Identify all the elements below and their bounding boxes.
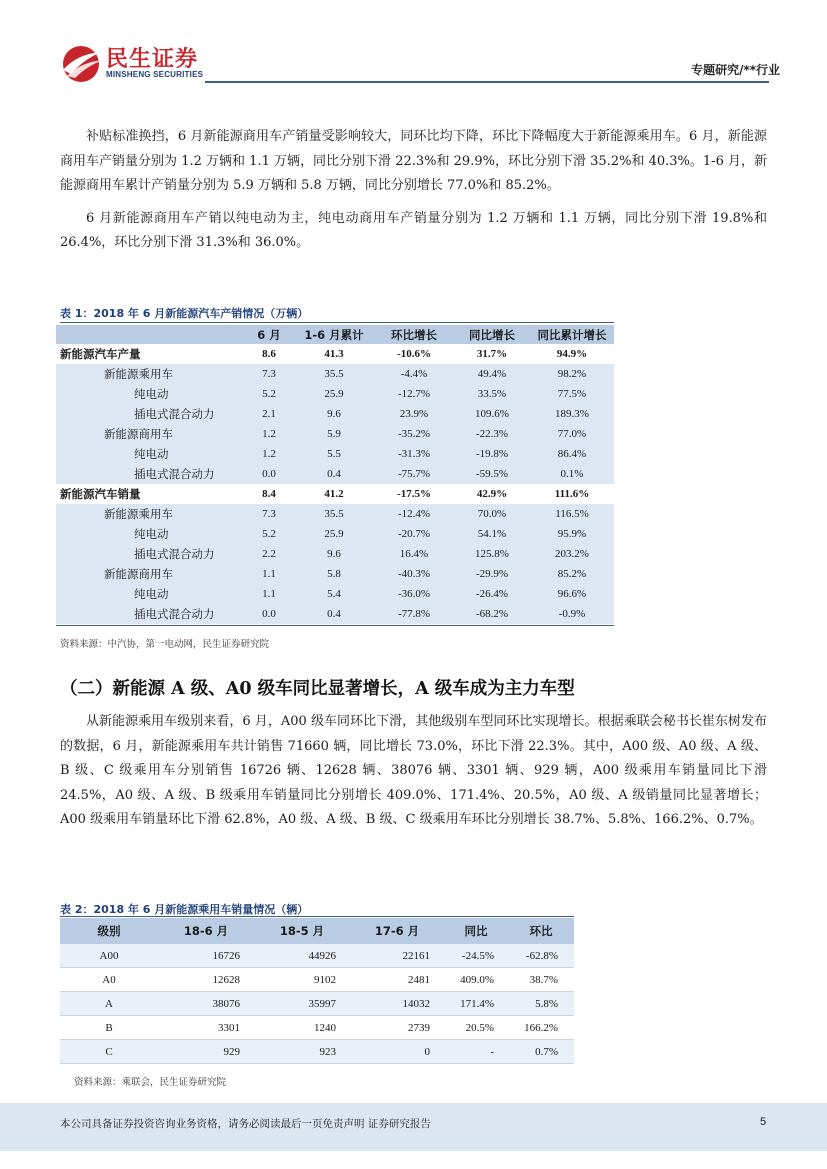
table-row <box>60 1016 574 1040</box>
table-cell: 203.2% <box>530 544 614 564</box>
table-cell: 23.9% <box>374 404 454 424</box>
table-cell: 96.6% <box>530 584 614 604</box>
paragraph: 从新能源乘用车级别来看，6 月，A00 级车同环比下滑，其他级别车型同环比实现增长。根据乘联会秘书长崔东树发布的数据，6 月，新能源乘用车共计销售 71660 辆，同比增长 73.0%，环比下滑 22.3%。其中，A00 级、A0 级、A 级、B 级、C 级乘用车分别销售 16726 辆、12628 辆、38076 辆、3301 辆、929 辆，A00 级乘用车销量同比下滑 24.5%，A0 级、A 级、B 级乘用车销量同比分别增长 409.0%、171.4%、20.5%，A0 级、A 级销量同比显著增长；A00 级乘用车销量环比下滑 62.8%，A0 级、A 级、B 级、C 级乘用车环比分别增长 38.7%、5.8%、166.2%、0.7%。 <box>60 714 767 827</box>
row-label: 纯电动 <box>56 384 244 404</box>
table-cell: 35.5 <box>294 364 374 384</box>
table-cell: -17.5% <box>374 484 454 504</box>
table-cell: 5.8 <box>294 564 374 584</box>
column-header: 同比累计增长 <box>530 325 614 344</box>
table-cell: -22.3% <box>454 424 530 444</box>
table-cell: 0.0 <box>244 464 294 484</box>
column-header: 同比 <box>444 918 508 944</box>
table2-header-row <box>60 918 574 944</box>
table-cell: 111.6% <box>530 484 614 504</box>
table-cell: 16726 <box>158 944 254 968</box>
table-cell: 70.0% <box>454 504 530 524</box>
table-row <box>56 344 614 364</box>
table-cell: 3301 <box>158 1016 254 1040</box>
table1-header-row <box>56 325 614 344</box>
page-number: 5 <box>760 1116 767 1128</box>
table-cell: 5.8% <box>508 992 574 1016</box>
table-cell: -19.8% <box>454 444 530 464</box>
table-cell: -24.5% <box>444 944 508 968</box>
row-label: 新能源乘用车 <box>56 504 244 524</box>
table-cell: 95.9% <box>530 524 614 544</box>
table-cell: 77.0% <box>530 424 614 444</box>
table-cell: -0.9% <box>530 604 614 624</box>
table-cell: 35.5 <box>294 504 374 524</box>
table-cell: 5.5 <box>294 444 374 464</box>
table-cell: 41.3 <box>294 344 374 364</box>
table-cell: -4.4% <box>374 364 454 384</box>
table-cell: 5.2 <box>244 524 294 544</box>
body-text-mid <box>60 710 767 833</box>
table-cell: -75.7% <box>374 464 454 484</box>
column-header: 环比增长 <box>374 325 454 344</box>
table-cell: 85.2% <box>530 564 614 584</box>
footer-disclaimer: 本公司具备证券投资咨询业务资格，请务必阅读最后一页免责声明 证券研究报告 <box>60 1118 431 1130</box>
table-cell: -12.4% <box>374 504 454 524</box>
table-cell: 44926 <box>254 944 350 968</box>
column-header: 18-6 月 <box>158 918 254 944</box>
table-cell: -68.2% <box>454 604 530 624</box>
table-cell: 2.2 <box>244 544 294 564</box>
table-row <box>60 1040 574 1064</box>
row-label: 新能源乘用车 <box>56 364 244 384</box>
table-cell: 94.9% <box>530 344 614 364</box>
body-text-top <box>60 125 767 256</box>
table-cell: 1.2 <box>244 424 294 444</box>
row-label: 插电式混合动力 <box>56 544 244 564</box>
table-cell: 1.1 <box>244 564 294 584</box>
table-cell: 189.3% <box>530 404 614 424</box>
logo-text-cn: 民生证券 <box>106 47 199 72</box>
table-cell: 33.5% <box>454 384 530 404</box>
table-row <box>56 524 614 544</box>
table-cell: 929 <box>158 1040 254 1064</box>
row-label: 插电式混合动力 <box>56 604 244 624</box>
table-cell: 49.4% <box>454 364 530 384</box>
table-cell: -59.5% <box>454 464 530 484</box>
row-label: A0 <box>60 968 158 992</box>
table-cell: 2739 <box>350 1016 444 1040</box>
table-row <box>56 584 614 604</box>
table-cell: 171.4% <box>444 992 508 1016</box>
table-cell: -20.7% <box>374 524 454 544</box>
row-label: B <box>60 1016 158 1040</box>
table-cell: 2.1 <box>244 404 294 424</box>
table-cell: 0.0 <box>244 604 294 624</box>
row-label: 插电式混合动力 <box>56 464 244 484</box>
table-cell: -31.3% <box>374 444 454 464</box>
section-heading: （二）新能源 A 级、A0 级车同比显著增长，A 级车成为主力车型 <box>60 679 575 699</box>
table1-title-rule <box>60 322 614 323</box>
table2-source: 资料来源：乘联会，民生证券研究院 <box>74 1077 227 1088</box>
table-cell: 14032 <box>350 992 444 1016</box>
table-cell: 25.9 <box>294 384 374 404</box>
table2-title: 表 2：2018 年 6 月新能源乘用车销量情况（辆） <box>60 903 309 916</box>
table-cell: 1.1 <box>244 584 294 604</box>
table-cell: 38.7% <box>508 968 574 992</box>
minsheng-logo-icon <box>57 44 109 84</box>
table1-bottom-rule <box>56 625 614 626</box>
table-cell: 166.2% <box>508 1016 574 1040</box>
table-cell: 9.6 <box>294 544 374 564</box>
page-header <box>0 0 827 90</box>
row-label: A00 <box>60 944 158 968</box>
table-cell: 0.1% <box>530 464 614 484</box>
table-row <box>56 484 614 504</box>
table-cell: 7.3 <box>244 504 294 524</box>
table1 <box>56 325 614 624</box>
table2 <box>60 918 574 1064</box>
table-cell: -77.8% <box>374 604 454 624</box>
table-cell: 41.2 <box>294 484 374 504</box>
table-cell: 7.3 <box>244 364 294 384</box>
column-header: 级别 <box>60 918 158 944</box>
column-header: 环比 <box>508 918 574 944</box>
paragraph: 补贴标准换挡，6 月新能源商用车产销量受影响较大，同环比均下降，环比下降幅度大于新能源乘用车。6 月，新能源商用车产销量分别为 1.2 万辆和 1.1 万辆，同比分别下滑 22.3%和 29.9%，环比分别下滑 35.2%和 40.3%。1-6 月，新能源商用车累计产销量分别为 5.9 万辆和 5.8 万辆，同比分别增长 77.0%和 85.2%。 <box>60 129 767 193</box>
table-cell: 0.4 <box>294 464 374 484</box>
paragraph: 6 月新能源商用车产销以纯电动为主，纯电动商用车产销量分别为 1.2 万辆和 1.1 万辆，同比分别下滑 19.8%和 26.4%，环比分别下滑 31.3%和 36.0%。 <box>60 210 767 250</box>
table-row <box>60 944 574 968</box>
table-cell: 0.4 <box>294 604 374 624</box>
table-cell: 22161 <box>350 944 444 968</box>
table-row <box>56 464 614 484</box>
table-row <box>60 968 574 992</box>
column-header: 18-5 月 <box>254 918 350 944</box>
table-cell: 20.5% <box>444 1016 508 1040</box>
table-cell: 8.4 <box>244 484 294 504</box>
column-header: 同比增长 <box>454 325 530 344</box>
row-label: 新能源汽车产量 <box>56 344 244 364</box>
table-row <box>56 544 614 564</box>
table-cell: -36.0% <box>374 584 454 604</box>
report-type-label: 专题研究/**行业 <box>691 63 780 77</box>
table-row <box>56 504 614 524</box>
table-cell: 0.7% <box>508 1040 574 1064</box>
row-label: 新能源商用车 <box>56 564 244 584</box>
table-cell: 409.0% <box>444 968 508 992</box>
logo-text-en: MINSHENG SECURITIES <box>106 70 204 79</box>
table-cell: 5.9 <box>294 424 374 444</box>
header-divider <box>205 81 769 83</box>
table-row <box>56 444 614 464</box>
table-cell: - <box>444 1040 508 1064</box>
table-cell: 109.6% <box>454 404 530 424</box>
table-cell: 77.5% <box>530 384 614 404</box>
table-cell: 54.1% <box>454 524 530 544</box>
table-cell: -35.2% <box>374 424 454 444</box>
table-cell: -12.7% <box>374 384 454 404</box>
table-row <box>56 404 614 424</box>
table1-source: 资料来源：中汽协，第一电动网，民生证券研究院 <box>60 639 270 650</box>
table-cell: 98.2% <box>530 364 614 384</box>
table-cell: 31.7% <box>454 344 530 364</box>
table2-title-rule <box>60 916 574 917</box>
column-header: 17-6 月 <box>350 918 444 944</box>
table-cell: 2481 <box>350 968 444 992</box>
table-cell: 42.9% <box>454 484 530 504</box>
table-row <box>56 364 614 384</box>
row-label: 新能源商用车 <box>56 424 244 444</box>
table-row <box>56 424 614 444</box>
row-label: A <box>60 992 158 1016</box>
table-cell: 125.8% <box>454 544 530 564</box>
table-cell: 0 <box>350 1040 444 1064</box>
table-cell: 9.6 <box>294 404 374 424</box>
table-cell: -29.9% <box>454 564 530 584</box>
table-cell: 86.4% <box>530 444 614 464</box>
row-label: 新能源汽车销量 <box>56 484 244 504</box>
table-cell: 8.6 <box>244 344 294 364</box>
table-cell: -40.3% <box>374 564 454 584</box>
table-cell: 116.5% <box>530 504 614 524</box>
table-row <box>56 384 614 404</box>
table-cell: 25.9 <box>294 524 374 544</box>
table-cell: 923 <box>254 1040 350 1064</box>
row-label: 纯电动 <box>56 524 244 544</box>
table-cell: 5.4 <box>294 584 374 604</box>
table-cell: -62.8% <box>508 944 574 968</box>
table-cell: 16.4% <box>374 544 454 564</box>
table1-title: 表 1：2018 年 6 月新能源汽车产销情况（万辆） <box>60 307 309 320</box>
row-label: 插电式混合动力 <box>56 404 244 424</box>
table-cell: 35997 <box>254 992 350 1016</box>
table-cell: 12628 <box>158 968 254 992</box>
table-cell: 1.2 <box>244 444 294 464</box>
table-cell: 38076 <box>158 992 254 1016</box>
table-cell: -10.6% <box>374 344 454 364</box>
column-header: 6 月 <box>244 325 294 344</box>
table-cell: 9102 <box>254 968 350 992</box>
column-header: 1-6 月累计 <box>294 325 374 344</box>
table-row <box>56 604 614 624</box>
row-label: 纯电动 <box>56 444 244 464</box>
row-label: 纯电动 <box>56 584 244 604</box>
table-cell: -26.4% <box>454 584 530 604</box>
table-row <box>60 992 574 1016</box>
column-header <box>56 325 244 344</box>
table-cell: 1240 <box>254 1016 350 1040</box>
row-label: C <box>60 1040 158 1064</box>
table-row <box>56 564 614 584</box>
table-cell: 5.2 <box>244 384 294 404</box>
